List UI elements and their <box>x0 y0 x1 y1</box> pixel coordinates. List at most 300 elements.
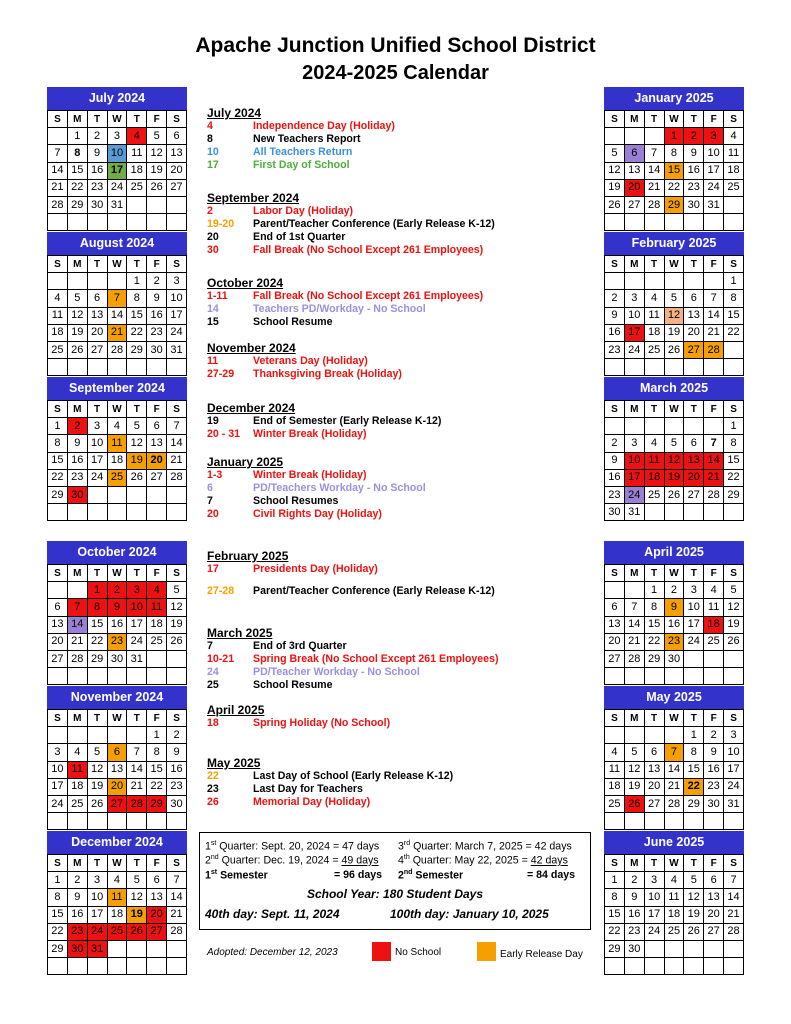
calendar-august-2024 <box>47 232 187 376</box>
events-april-2025 <box>207 703 587 730</box>
weekday-label: W <box>664 111 684 128</box>
month-header: February 2025 <box>604 232 744 255</box>
month-grid <box>604 110 744 231</box>
day-cell: 15 <box>48 906 68 923</box>
day-cell: 10 <box>724 744 744 761</box>
event-date: 20 <box>207 508 219 520</box>
day-cell: 16 <box>605 324 625 341</box>
weekday-label: T <box>127 710 147 727</box>
day-cell: 30 <box>704 795 724 812</box>
empty-cell <box>624 128 644 145</box>
day-cell: 9 <box>605 452 625 469</box>
day-cell: 9 <box>684 145 704 162</box>
event-text: Memorial Day (Holiday) <box>253 796 371 808</box>
day-cell: 30 <box>605 504 625 521</box>
empty-cell <box>724 813 744 830</box>
weekday-label: T <box>684 565 704 582</box>
empty-cell <box>167 196 187 213</box>
day-cell: 9 <box>147 290 167 307</box>
day-cell: 10 <box>87 889 107 906</box>
day-cell: 9 <box>624 889 644 906</box>
empty-cell <box>167 650 187 667</box>
empty-cell <box>87 486 107 503</box>
day-cell: 15 <box>684 761 704 778</box>
weekday-label: S <box>167 401 187 418</box>
weekday-label: F <box>147 256 167 273</box>
month-header: May 2025 <box>604 686 744 709</box>
day-cell: 21 <box>167 452 187 469</box>
day-cell: 28 <box>107 341 127 358</box>
empty-cell <box>724 196 744 213</box>
empty-cell <box>664 504 684 521</box>
empty-cell <box>664 727 684 744</box>
event-row <box>207 231 587 244</box>
empty-cell <box>87 359 107 376</box>
day-cell: 21 <box>127 778 147 795</box>
weekday-label: F <box>704 855 724 872</box>
empty-cell <box>605 359 625 376</box>
day-cell: 21 <box>704 324 724 341</box>
event-row <box>207 679 587 692</box>
day-cell: 3 <box>724 727 744 744</box>
weekday-label: S <box>605 710 625 727</box>
month-grid <box>47 564 187 685</box>
weekday-label: W <box>664 401 684 418</box>
day-cell: 8 <box>684 744 704 761</box>
day-cell: 25 <box>48 341 68 358</box>
event-date: 11 <box>207 355 219 367</box>
empty-cell <box>664 940 684 957</box>
day-cell: 7 <box>704 290 724 307</box>
empty-cell <box>127 196 147 213</box>
weekday-label: W <box>107 710 127 727</box>
empty-cell <box>644 273 664 290</box>
empty-cell <box>107 504 127 521</box>
weekday-label: T <box>127 855 147 872</box>
empty-cell <box>167 813 187 830</box>
day-cell: 12 <box>127 889 147 906</box>
day-cell: 11 <box>147 599 167 616</box>
event-text: End of 1st Quarter <box>253 231 346 243</box>
month-grid <box>604 709 744 830</box>
day-cell: 15 <box>605 906 625 923</box>
day-cell: 6 <box>605 599 625 616</box>
day-cell: 10 <box>624 452 644 469</box>
day-cell: 3 <box>624 290 644 307</box>
event-section-title: January 2025 <box>207 455 284 469</box>
day-cell: 24 <box>87 923 107 940</box>
weekday-label: S <box>724 111 744 128</box>
day-cell: 29 <box>684 795 704 812</box>
day-cell: 5 <box>147 128 167 145</box>
day-cell: 2 <box>67 418 87 435</box>
event-text: Presidents Day (Holiday) <box>253 563 378 575</box>
adopted-date: Adopted: December 12, 2023 <box>207 947 338 958</box>
day-cell: 26 <box>167 633 187 650</box>
weekday-label: T <box>87 111 107 128</box>
event-date: 1-11 <box>207 290 228 302</box>
day-cell: 18 <box>605 778 625 795</box>
empty-cell <box>664 273 684 290</box>
event-text: Parent/Teacher Conference (Early Release K-12) <box>253 585 495 597</box>
empty-cell <box>107 668 127 685</box>
day-cell: 24 <box>704 179 724 196</box>
empty-cell <box>48 668 68 685</box>
event-row <box>207 133 587 146</box>
event-date: 20 <box>207 231 219 243</box>
event-text: All Teachers Return <box>253 146 353 158</box>
event-date: 1-3 <box>207 469 223 481</box>
empty-cell <box>147 668 167 685</box>
day-cell: 19 <box>664 324 684 341</box>
event-date: 27-29 <box>207 368 235 380</box>
weekday-label: F <box>704 710 724 727</box>
month-grid <box>47 255 187 376</box>
event-section-title: April 2025 <box>207 703 265 717</box>
empty-cell <box>87 813 107 830</box>
day-cell: 17 <box>48 778 68 795</box>
day-cell: 10 <box>87 435 107 452</box>
day-cell: 1 <box>644 582 664 599</box>
weekday-label: M <box>624 401 644 418</box>
empty-cell <box>624 359 644 376</box>
empty-cell <box>48 214 68 231</box>
day-cell: 28 <box>167 469 187 486</box>
empty-cell <box>624 273 644 290</box>
day-cell: 18 <box>48 324 68 341</box>
day-cell: 19 <box>724 616 744 633</box>
weekday-label: S <box>48 401 68 418</box>
weekday-label: S <box>724 565 744 582</box>
weekday-label: F <box>147 401 167 418</box>
semester1-line: 1st Semester <box>205 869 268 882</box>
day-cell: 16 <box>167 761 187 778</box>
day-cell: 26 <box>664 486 684 503</box>
event-row <box>207 218 587 231</box>
day-cell: 4 <box>605 744 625 761</box>
day-cell: 7 <box>167 872 187 889</box>
day-cell: 5 <box>167 582 187 599</box>
day-cell: 14 <box>107 307 127 324</box>
month-header: September 2024 <box>47 377 187 400</box>
day-cell: 26 <box>664 341 684 358</box>
empty-cell <box>87 273 107 290</box>
day-cell: 26 <box>624 795 644 812</box>
event-row <box>207 585 587 598</box>
quarter-summary-box <box>199 832 591 930</box>
day-cell: 8 <box>87 599 107 616</box>
month-header: July 2024 <box>47 87 187 110</box>
day-cell: 30 <box>624 940 644 957</box>
day-cell: 14 <box>67 616 87 633</box>
day-cell: 12 <box>664 307 684 324</box>
event-section-title: February 2025 <box>207 549 289 563</box>
empty-cell <box>704 359 724 376</box>
day-cell: 24 <box>624 486 644 503</box>
day-cell: 1 <box>67 128 87 145</box>
day-cell: 9 <box>605 307 625 324</box>
weekday-label: M <box>67 565 87 582</box>
day-cell: 12 <box>147 145 167 162</box>
calendar-january-2025 <box>604 87 744 231</box>
weekday-label: T <box>644 111 664 128</box>
day-cell: 20 <box>624 179 644 196</box>
empty-cell <box>704 958 724 975</box>
empty-cell <box>664 418 684 435</box>
day-cell: 25 <box>107 469 127 486</box>
day-cell: 24 <box>127 633 147 650</box>
day-cell: 6 <box>684 290 704 307</box>
weekday-label: T <box>684 401 704 418</box>
day-cell: 5 <box>127 872 147 889</box>
empty-cell <box>664 214 684 231</box>
month-grid <box>47 400 187 521</box>
district-title: Apache Junction Unified School District <box>195 34 596 57</box>
empty-cell <box>624 813 644 830</box>
empty-cell <box>605 668 625 685</box>
day-cell: 13 <box>167 145 187 162</box>
calendar-subtitle: 2024-2025 Calendar <box>302 62 489 84</box>
day-cell: 31 <box>724 795 744 812</box>
day-cell: 9 <box>67 435 87 452</box>
day-cell: 2 <box>664 582 684 599</box>
event-row <box>207 482 587 495</box>
day-cell: 1 <box>684 727 704 744</box>
day-cell: 26 <box>87 795 107 812</box>
empty-cell <box>684 504 704 521</box>
day-cell: 6 <box>684 435 704 452</box>
day-cell: 6 <box>644 744 664 761</box>
empty-cell <box>644 418 664 435</box>
day-cell: 5 <box>724 582 744 599</box>
empty-cell <box>87 504 107 521</box>
day-cell: 2 <box>107 582 127 599</box>
event-text: Winter Break (Holiday) <box>253 428 367 440</box>
event-date: 22 <box>207 770 219 782</box>
event-row <box>207 428 587 441</box>
semester2-days: = 84 days <box>527 869 576 881</box>
empty-cell <box>167 958 187 975</box>
empty-cell <box>107 214 127 231</box>
day-cell: 4 <box>48 290 68 307</box>
weekday-label: T <box>684 855 704 872</box>
empty-cell <box>605 958 625 975</box>
weekday-label: S <box>48 111 68 128</box>
calendar-september-2024 <box>47 377 187 521</box>
semester2-line: 2nd Semester <box>398 869 464 882</box>
day-cell: 7 <box>624 599 644 616</box>
day-cell: 13 <box>704 889 724 906</box>
day-cell: 2 <box>87 128 107 145</box>
day-cell: 24 <box>644 923 664 940</box>
day-cell: 22 <box>147 778 167 795</box>
calendar-december-2024 <box>47 831 187 975</box>
day-cell: 16 <box>67 906 87 923</box>
empty-cell <box>147 196 167 213</box>
day-cell: 28 <box>704 341 724 358</box>
empty-cell <box>107 940 127 957</box>
day-cell: 27 <box>624 196 644 213</box>
day-cell: 3 <box>87 418 107 435</box>
day-cell: 20 <box>684 324 704 341</box>
day-cell: 30 <box>87 196 107 213</box>
day-cell: 18 <box>127 162 147 179</box>
day-cell: 23 <box>605 486 625 503</box>
events-february-2025 <box>207 549 587 598</box>
day-cell: 15 <box>147 761 167 778</box>
event-section-title: November 2024 <box>207 341 296 355</box>
weekday-label: M <box>624 855 644 872</box>
day-cell: 12 <box>624 761 644 778</box>
day-cell: 21 <box>624 633 644 650</box>
day-cell: 16 <box>87 162 107 179</box>
day-cell: 22 <box>724 469 744 486</box>
event-text: PD/Teachers Workday - No School <box>253 482 426 494</box>
day-cell: 10 <box>167 290 187 307</box>
day-cell: 27 <box>167 179 187 196</box>
day-cell: 6 <box>147 872 167 889</box>
day-cell: 4 <box>147 582 167 599</box>
day-cell: 6 <box>147 418 167 435</box>
day-cell: 1 <box>147 727 167 744</box>
empty-cell <box>684 668 704 685</box>
day-cell: 17 <box>644 906 664 923</box>
day-cell: 5 <box>664 435 684 452</box>
day-cell: 17 <box>167 307 187 324</box>
event-date: 14 <box>207 303 219 315</box>
q4-line: 4th Quarter: May 22, 2025 = 42 days <box>398 854 568 867</box>
weekday-label: W <box>107 855 127 872</box>
empty-cell <box>684 214 704 231</box>
day-cell: 8 <box>48 889 68 906</box>
day-cell: 30 <box>147 341 167 358</box>
weekday-label: F <box>704 256 724 273</box>
event-text: Fall Break (No School Except 261 Employees) <box>253 290 484 302</box>
weekday-label: T <box>644 401 664 418</box>
day-cell: 12 <box>87 761 107 778</box>
day-cell: 25 <box>67 795 87 812</box>
day-cell: 1 <box>127 273 147 290</box>
event-text: Thanksgiving Break (Holiday) <box>253 368 402 380</box>
empty-cell <box>724 359 744 376</box>
day-cell: 4 <box>107 418 127 435</box>
day-cell: 31 <box>127 650 147 667</box>
day-cell: 31 <box>87 940 107 957</box>
empty-cell <box>684 650 704 667</box>
q1-line: 1st Quarter: Sept. 20, 2024 = 47 days <box>205 840 380 853</box>
day-cell: 7 <box>107 290 127 307</box>
day-cell: 16 <box>107 616 127 633</box>
day-cell: 23 <box>107 633 127 650</box>
event-section-title: March 2025 <box>207 626 273 640</box>
day-cell: 6 <box>624 145 644 162</box>
day-cell: 13 <box>147 889 167 906</box>
day-cell: 28 <box>724 923 744 940</box>
day-cell: 16 <box>684 162 704 179</box>
day-cell: 24 <box>48 795 68 812</box>
day-cell: 27 <box>684 341 704 358</box>
month-grid <box>604 854 744 975</box>
day-cell: 3 <box>704 128 724 145</box>
day-cell: 22 <box>664 179 684 196</box>
event-text: School Resume <box>253 316 333 328</box>
day-cell: 4 <box>67 744 87 761</box>
weekday-label: T <box>87 256 107 273</box>
day-cell: 11 <box>107 889 127 906</box>
empty-cell <box>48 273 68 290</box>
empty-cell <box>48 582 68 599</box>
day-cell: 27 <box>147 469 167 486</box>
q3-line: 3rd Quarter: March 7, 2025 = 42 days <box>398 840 572 853</box>
day-cell: 28 <box>664 795 684 812</box>
day-cell: 14 <box>167 435 187 452</box>
empty-cell <box>644 504 664 521</box>
day-cell: 5 <box>127 418 147 435</box>
day-cell: 24 <box>107 179 127 196</box>
empty-cell <box>684 418 704 435</box>
day-cell: 7 <box>127 744 147 761</box>
weekday-label: S <box>167 111 187 128</box>
events-may-2025 <box>207 756 587 809</box>
weekday-label: S <box>605 855 625 872</box>
day-cell: 25 <box>704 633 724 650</box>
day-cell: 8 <box>724 435 744 452</box>
day-cell: 13 <box>147 435 167 452</box>
event-row <box>207 469 587 482</box>
empty-cell <box>67 273 87 290</box>
day-cell: 7 <box>167 418 187 435</box>
day-cell: 28 <box>48 196 68 213</box>
day-cell: 26 <box>67 341 87 358</box>
day-cell: 7 <box>704 435 724 452</box>
day-cell: 29 <box>605 940 625 957</box>
day-cell: 11 <box>704 599 724 616</box>
day-cell: 8 <box>67 145 87 162</box>
day-cell: 3 <box>127 582 147 599</box>
day-cell: 3 <box>87 872 107 889</box>
weekday-label: S <box>724 256 744 273</box>
weekday-label: T <box>87 565 107 582</box>
day-cell: 13 <box>107 761 127 778</box>
day-cell: 22 <box>87 633 107 650</box>
empty-cell <box>724 341 744 358</box>
empty-cell <box>67 727 87 744</box>
events-december-2024 <box>207 401 587 441</box>
empty-cell <box>644 958 664 975</box>
empty-cell <box>704 650 724 667</box>
calendar-july-2024 <box>47 87 187 231</box>
weekday-label: T <box>127 256 147 273</box>
day-cell: 31 <box>167 341 187 358</box>
empty-cell <box>147 359 167 376</box>
day-cell: 16 <box>67 452 87 469</box>
empty-cell <box>67 359 87 376</box>
weekday-label: F <box>704 401 724 418</box>
empty-cell <box>48 128 68 145</box>
day-cell: 16 <box>624 906 644 923</box>
empty-cell <box>167 668 187 685</box>
day-cell: 26 <box>724 633 744 650</box>
day-cell: 10 <box>48 761 68 778</box>
day-cell: 18 <box>664 906 684 923</box>
empty-cell <box>127 504 147 521</box>
empty-cell <box>48 504 68 521</box>
day-cell: 5 <box>605 145 625 162</box>
day-cell: 11 <box>724 145 744 162</box>
day-cell: 18 <box>644 469 664 486</box>
day-cell: 18 <box>724 162 744 179</box>
day-cell: 23 <box>704 778 724 795</box>
